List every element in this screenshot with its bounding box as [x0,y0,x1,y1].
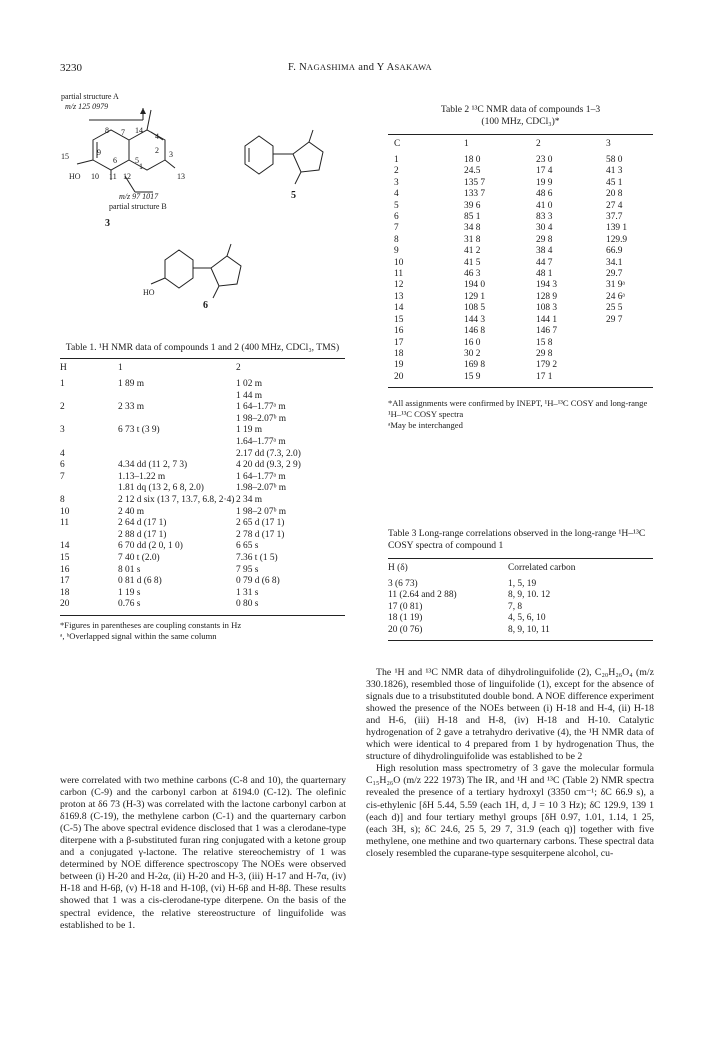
table-cell: 16 [60,564,70,575]
table-cell: 7 95 s [236,564,259,575]
table-cell: 14 [394,303,404,314]
table-cell: 29 7 [606,314,623,325]
table-cell: 20 [394,371,404,382]
atom-label-8: 8 [105,126,109,135]
table-cell: 46 3 [464,269,481,280]
table-cell [118,391,236,403]
table-cell: 48 6 [536,189,553,200]
table-3 [388,528,653,641]
table-cell: 19 [394,360,404,371]
table-row [60,565,345,577]
table-cell: 128 9 [536,291,558,302]
table-cell: 3 [394,177,399,188]
table-cell: 8, 9, 10. 12 [508,590,551,601]
table-row [388,326,653,337]
table-row [60,507,345,519]
body-left-column [60,775,346,932]
table-cell: 4, 5, 6, 10 [508,613,546,624]
table-cell: 34 8 [464,223,481,234]
table-cell: 41 0 [536,200,553,211]
table-cell: 1 98–2 07ᵇ m [236,506,287,517]
table-cell: 1, 5, 19 [508,579,537,589]
table-cell: 1 98–2.07ᵇ m [236,413,287,424]
table-cell: 58 0 [606,155,623,165]
table-cell: 41 3 [606,166,623,177]
table-cell: 2 78 d (17 1) [236,529,285,540]
table-cell: 17 (0 81) [388,601,423,612]
compound-5-label: 5 [291,190,296,201]
table-row [388,280,653,291]
table-cell [118,437,236,449]
table-row [388,625,653,636]
table-cell: 169 8 [464,360,486,371]
table-row [60,530,345,542]
header-correlated-carbon: Correlated carbon [508,563,576,573]
table-row [388,258,653,269]
atom-label-12: 12 [123,172,131,181]
table-2-body [388,155,653,383]
table-cell: 5 [394,200,399,211]
table-row [60,541,345,553]
table-cell: 1 [394,155,399,165]
atom-label-11: 11 [109,172,117,181]
table-cell: 1 02 m [236,379,263,389]
table-cell [606,372,653,383]
table-row [60,449,345,461]
atom-label-1: 1 [139,162,143,171]
table-cell: 146 8 [464,326,486,337]
table-row [60,391,345,403]
table-row [388,269,653,280]
table-row [60,495,345,507]
table-cell: 17 1 [536,371,553,382]
table-cell: 15 8 [536,337,553,348]
table-row [388,201,653,212]
table-cell [606,338,653,349]
table-cell: 11 (2.64 and 2 88) [388,590,457,601]
table-row [60,588,345,600]
table-cell: 1 31 s [236,587,259,598]
table-row [388,315,653,326]
header-h-delta: H (δ) [388,563,408,573]
table-cell: 31 8 [464,234,481,245]
table-1-caption: Table 1. ¹H NMR data of compounds 1 and 2 (400 MHz, CDCl₃, TMS) [65,342,340,353]
table-cell: 41 5 [464,257,481,268]
table-row [388,212,653,223]
table-row [388,223,653,234]
table-header-row [60,359,345,380]
table-cell: 11 [394,269,404,280]
partial-structure-a-label: partial structure A [61,92,119,101]
table-cell: 8, 9, 10, 11 [508,624,550,635]
table-cell: 44 7 [536,257,553,268]
body-paragraph-right-1: The ¹H and ¹³C NMR data of dihydrolinguifolide (2), C₂₀H₂₆O₄ (m/z 330.1826), resembled those of linguifolide (1), except for the absence of signals due to a trisubstituted double bond. A NOE difference experiment showed the presence of the NOEs between (i) H-18 and H-4, (ii) H-18 and H-6, (iii) H-18 and H-8, (iv) H-18 and H-10. Catalytic hydrogenation of 2 gave a tetrahydro derivative (4), the ¹H NMR data of which were identical to 4 prepared from 1 by hydrogenation Thus, the structure of dihydrolinguifolide was established to be 2 [366,667,654,763]
table-cell: 2 33 m [118,402,145,413]
table-cell: 146 7 [536,326,558,337]
table-cell: 18 [394,348,404,359]
table-cell: 3 (6 73) [388,579,418,589]
table-cell: 17 [60,576,70,587]
table-cell [60,530,118,542]
running-header: F. NAGASHIMA and Y ASAKAWA [288,62,432,73]
table-cell: 29 8 [536,348,553,359]
table-cell: 139 1 [606,223,628,234]
table-cell: 38 4 [536,246,553,257]
table-cell: 0 80 s [236,599,259,610]
table-row [388,613,653,624]
table-row [388,178,653,189]
table-cell: 11 [60,518,70,529]
table-cell: 29 8 [536,234,553,245]
header-compound-1: 1 [118,363,123,373]
table-cell [60,483,118,495]
table-cell: 31 9ᵃ [606,280,625,291]
table-cell: 2 88 d (17 1) [118,529,167,540]
table-1 [60,342,345,642]
table-row [388,372,653,383]
table-cell: 2 [60,402,65,413]
table-cell: 0 79 d (6 8) [236,576,280,587]
atom-label-5: 5 [135,156,139,165]
table-cell: 2 64 d (17 1) [118,518,167,529]
table-2 [388,104,653,431]
table-row [388,579,653,590]
table-cell: 24.5 [464,166,481,177]
table-cell: 10 [394,257,404,268]
table-row [60,576,345,588]
table-cell: 1 19 m [236,425,263,436]
table-row [60,483,345,495]
table-2-footnote-2: ᵃMay be interchanged [388,420,463,431]
table-row [60,460,345,472]
table-cell: 2 [394,166,399,177]
table-cell: 48 1 [536,269,553,280]
table-cell: 16 0 [464,337,481,348]
table-cell: 8 [60,494,65,505]
table-cell: 133 7 [464,189,486,200]
table-cell: 20 (0 76) [388,624,423,635]
atom-label-6: 6 [113,156,117,165]
table-cell: 41 2 [464,246,481,257]
table-cell [60,414,118,426]
table-cell: 14 [60,541,70,552]
atom-label-3: 3 [169,150,173,159]
table-1-footnote-2: ᵃ, ᵇOverlapped signal within the same column [60,630,217,641]
table-row [388,338,653,349]
table-cell: 179 2 [536,360,558,371]
table-cell: 2 65 d (17 1) [236,518,285,529]
table-row [388,189,653,200]
table-cell [60,437,118,449]
table-cell: 24 6ᵃ [606,291,625,302]
atom-label-9: 9 [97,148,101,157]
table-cell: 108 3 [536,303,558,314]
table-cell: 23 0 [536,155,553,165]
table-2-caption-line1: Table 2 ¹³C NMR data of compounds 1–3 [440,104,601,115]
structure-drawing [55,92,385,312]
table-cell: 13 [394,291,404,302]
table-1-grid [60,358,345,611]
table-cell: 4 [394,189,399,200]
table-row [388,166,653,177]
table-cell: 45 1 [606,177,623,188]
compound-6-label: 6 [203,300,208,311]
table-row [60,472,345,484]
table-row [60,437,345,449]
atom-label-13: 13 [177,172,185,181]
table-cell: 27 4 [606,200,623,211]
table-cell: 135 7 [464,177,486,188]
atom-label-7: 7 [121,128,125,137]
table-cell: 1 89 m [118,379,145,389]
table-row [60,553,345,565]
table-3-caption: Table 3 Long-range correlations observed in the long-range ¹H–¹³C COSY spectra of compound 1 [388,528,646,551]
header-compound-3: 3 [606,139,611,149]
table-cell: 18 (1 19) [388,613,423,624]
table-row [60,414,345,426]
table-row [60,599,345,611]
table-cell: 1 [60,379,65,389]
table-header-row [388,135,653,156]
chemical-structures [55,92,385,312]
table-row [60,518,345,530]
table-cell: 1.13–1.22 m [118,471,166,482]
table-cell: 1.81 dq (13 2, 6 8, 2.0) [118,483,204,494]
table-cell: 15 [394,314,404,325]
table-cell: 37.7 [606,212,623,223]
table-cell: 85 1 [464,212,481,223]
table-cell: 2 12 d six (13 7, 13.7, 6.8, 2·4) [118,494,235,505]
table-cell: 7 40 t (2.0) [118,552,160,563]
table-1-footnote-1: *Figures in parentheses are coupling constants in Hz [60,619,242,630]
table-row [388,246,653,257]
table-cell [60,391,118,403]
table-cell: 144 3 [464,314,486,325]
table-cell: 16 [394,326,404,337]
atom-label-2: 2 [155,146,159,155]
table-cell: 144 1 [536,314,558,325]
compound-3-label: 3 [105,218,110,229]
table-cell: 25 5 [606,303,623,314]
table-cell: 2.17 dd (7.3, 2.0) [236,448,301,459]
table-cell: 2 40 m [118,506,145,517]
table-row [388,155,653,166]
table-cell: 15 9 [464,371,481,382]
table-cell: 129 1 [464,291,486,302]
atom-label-4: 4 [155,132,159,141]
table-row [388,292,653,303]
table-cell: 19 9 [536,177,553,188]
table-cell: 30 4 [536,223,553,234]
table-cell: 18 [60,587,70,598]
table-cell: 7 [60,471,65,482]
table-header-row [388,559,653,580]
table-cell: 4 20 dd (9.3, 2 9) [236,460,301,471]
table-3-grid [388,558,653,636]
table-cell [118,414,236,426]
table-cell: 12 [394,280,404,291]
table-cell: 6 [60,460,65,471]
table-row [388,235,653,246]
body-right-column [366,667,654,860]
mz-a-label: m/z 125 0979 [65,102,109,111]
table-row [60,402,345,414]
table-1-body [60,379,345,611]
table-row [388,303,653,314]
table-cell: 83 3 [536,212,553,223]
hydroxyl-label-6: HO [143,288,155,297]
table-cell: 0 81 d (6 8) [118,576,162,587]
table-row [388,349,653,360]
partial-structure-b-label: partial structure B [109,202,167,211]
table-cell: 15 [60,552,70,563]
table-cell: 2 34 m [236,494,263,505]
table-row [388,602,653,613]
table-cell: 17 4 [536,166,553,177]
table-cell: 34.1 [606,257,623,268]
table-cell: 7.36 t (1 5) [236,552,278,563]
atom-label-15: 15 [61,152,69,161]
table-cell: 3 [60,425,65,436]
table-row [388,590,653,601]
header-h: H [60,363,67,373]
table-cell: 18 0 [464,155,481,165]
table-cell: 29.7 [606,269,623,280]
table-cell: 9 [394,246,399,257]
table-cell: 66.9 [606,246,623,257]
table-cell: 1 64–1.77ᵃ m [236,471,286,482]
table-cell: 10 [60,506,70,517]
table-cell: 7 [394,223,399,234]
table-cell: 4 [60,448,65,459]
table-cell: 1 64–1.77ᵃ m [236,402,286,413]
table-cell [606,360,653,371]
table-row [60,379,345,391]
atom-label-14: 14 [135,126,143,135]
table-cell: 6 73 t (3 9) [118,425,160,436]
table-cell: 194 3 [536,280,558,291]
table-cell: 1 44 m [236,390,263,401]
table-row [60,425,345,437]
table-cell: 20 [60,599,70,610]
table-cell: 20 8 [606,189,623,200]
body-paragraph-left: were correlated with two methine carbons (C-8 and 10), the quarternary carbon (C-9) and the carbonyl carbon at δ194.0 (C-12). The olefinic proton at δ6 73 (H-3) was correlated with the lactone carbonyl carbon at δ169.8 (C-19), the methylene carbon (C-1) and the quarternary carbon (C-5) The above spectral evidence disclosed that 1 was a clerodane-type diterpene with a β-substituted furan ring conjugated with a ketone group and a conjugated γ-lactone. The relative stereochemistry of 1 was determined by NOE difference spectroscopy The NOEs were observed between (i) H-20 and H-2α, (ii) H-20 and H-3, (iii) H-17 and H-7α, (iv) H-18 and H-6β, (v) H-18 and H-10β, (vi) H-6β and H-8β. These results showed that 1 was a cis-clerodane-type diterpene. On the basis of the spectral evidence, the relative stereostructure of linguifolide was established to be 1. [60,775,346,931]
table-cell: 4.34 dd (11 2, 7 3) [118,460,188,471]
table-cell: 129.9 [606,234,628,245]
header-c: C [394,139,401,149]
table-cell: 8 01 s [118,564,141,575]
table-cell: 194 0 [464,280,486,291]
table-cell: 1.64–1.77ᵃ m [236,436,286,447]
header-compound-1: 1 [464,139,469,149]
table-2-grid [388,134,653,383]
table-cell: 7, 8 [508,601,523,612]
table-cell: 6 70 dd (2 0, 1 0) [118,541,183,552]
table-row [388,360,653,371]
table-2-caption-line2: (100 MHz, CDCl₃)* [481,116,560,127]
table-cell: 30 2 [464,348,481,359]
table-2-footnote-1: *All assignments were confirmed by INEPT, ¹H–¹³C COSY and long-range ¹H–¹³C COSY spectra [388,398,648,420]
header-compound-2: 2 [236,363,241,373]
table-cell [118,449,236,461]
hydroxyl-label-3: HO [69,172,81,181]
table-cell: 108 5 [464,303,486,314]
table-cell [606,349,653,360]
atom-label-10: 10 [91,172,99,181]
table-cell: 1 19 s [118,587,141,598]
table-cell: 39 6 [464,200,481,211]
header-compound-2: 2 [536,139,541,149]
table-cell: 1.98–2.07ᵇ m [236,483,287,494]
body-paragraph-right-2: High resolution mass spectrometry of 3 gave the molecular formula C₁₅H₂₆O (m/z 222 1973) The IR, and ¹H and ¹³C (Table 2) NMR spectra revealed the presence of a tertiary hydroxyl (3350 cm⁻¹; δC 66.9 s), a cis-ethylenic [δH 5.44, 5.59 (each 1H, d, J = 10 3 Hz); δC 129.9, 139 1 (each d)] and four tertiary methyl groups [δH 0.97, 1.01, 1.14, 1 25, (each 3H, s); δC 24.6, 25 5, 29 7, 31.9 (each q)] together with five methylene, one methine and two quarternary carbons. These spectral data closely resembled the cuparane-type sesquiterpene alcohol, cu- [366,763,654,859]
table-cell: 17 [394,337,404,348]
mz-b-label: m/z 97 1017 [119,192,159,201]
page-number: 3230 [60,62,82,74]
table-cell: 6 [394,212,399,223]
table-cell: 6 65 s [236,541,259,552]
table-cell: 8 [394,234,399,245]
table-cell [606,326,653,337]
table-cell: 0.76 s [118,599,141,610]
table-3-body [388,579,653,636]
